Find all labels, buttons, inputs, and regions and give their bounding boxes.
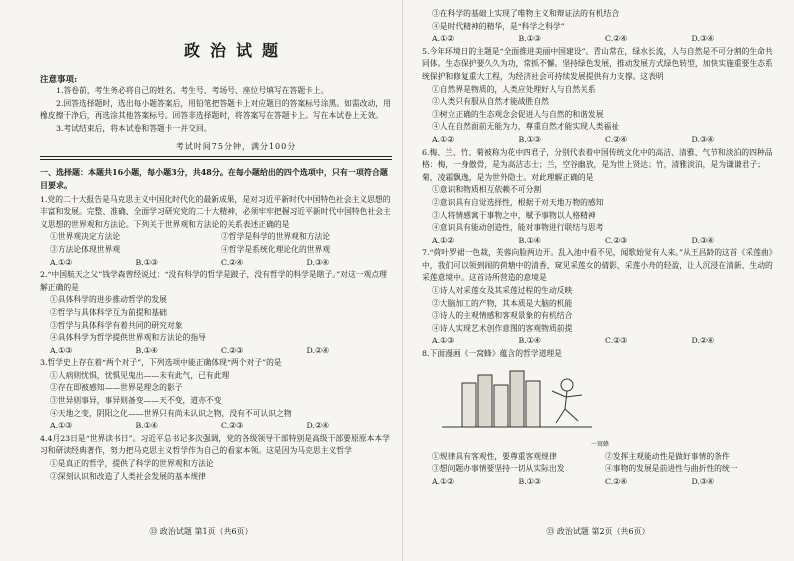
question-stem: 2.“中国航天之父”钱学森曾经说过：“没有科学的哲学是跛子，没有哲学的科学是瞎子。”对这一观点理解正确的是 bbox=[40, 270, 387, 292]
option: ④天地之变，阴阳之化——世界只有尚未认识之物，没有不可认识之物 bbox=[50, 408, 292, 418]
choice: A.①② bbox=[432, 235, 455, 245]
answer-choices bbox=[50, 345, 392, 358]
choice: A.①② bbox=[432, 476, 455, 486]
notice-item: 3.考试结束后，将本试卷和答题卡一并交回。 bbox=[56, 123, 212, 133]
question-stem: 6.梅、兰、竹、菊被称为花中四君子，分别代表着中国传统文化中的高洁、清雅、气节和淡泊的四种品格：梅，一身傲骨，是为高洁志士；兰，空谷幽放，是为世上贤达；竹，清雅淡泊，是为谦谦君子；菊，凌霜飘逸，是为世外隐士。对此理解正确的是 bbox=[422, 147, 773, 182]
question-stem: 4.4月23日是“世界读书日”。习近平总书记多次强调，党的各级领导干部特别是高级干部要原原本本学习和研读经典著作，努力把马克思主义哲学作为自己的看家本领。这是因为马克思主义哲学 bbox=[40, 433, 390, 456]
option: ①意识和物质相互依赖不可分割 bbox=[432, 185, 542, 195]
choice: D.③④ bbox=[691, 235, 714, 245]
notice-heading: 注意事项: bbox=[40, 75, 78, 85]
answer-choices bbox=[432, 235, 778, 248]
choice: C.②④ bbox=[605, 34, 628, 44]
option: ③在科学的基础上实现了唯物主义和辩证法的有机结合 bbox=[432, 9, 620, 18]
section-heading: 一、选择题：本题共16小题，每小题3分，共48分。在每小题给出的四个选项中，只有一项符合题目要求。 bbox=[40, 167, 388, 190]
option: ③诗人的主观情感和客观景象的有机结合 bbox=[432, 311, 573, 321]
footer-badge: ⑬ bbox=[546, 527, 555, 536]
choice: D.②④ bbox=[306, 345, 329, 355]
question-stem: 5.今年环境日的主题是“全面推进美丽中国建设”。青山常在，绿水长流，人与自然是不可分割的生命共同体。生态保护要久久为功，常抓不懈。坚持绿色发展，推动发展方式绿色转型，加快实施重要生态系统保护和修复重大工程，为经济社会可持续发展提供有力支撑。这表明 bbox=[422, 46, 773, 81]
choice: D.③④ bbox=[306, 257, 329, 267]
cartoon-illustration bbox=[422, 365, 612, 433]
option-row bbox=[432, 463, 778, 476]
choice: D.③④ bbox=[691, 134, 714, 144]
page-footer bbox=[402, 526, 794, 537]
option: ①规律具有客观性，要尊重客观规律 bbox=[432, 451, 557, 461]
option: ③树立正确的生态观念会促进人与自然的和谐发展 bbox=[432, 109, 604, 119]
choice: C.②③ bbox=[605, 235, 628, 245]
choice: B.①④ bbox=[518, 336, 541, 346]
divider bbox=[40, 156, 392, 160]
notice-item: 2.回答选择题时，选出每小题答案后，用铅笔把答题卡上对应题目的答案标号涂黑。如需改动，用橡皮擦干净后，再选涂其他答案标号。回答非选择题时，将答案写在答题卡上。写在本试卷上无效。 bbox=[40, 98, 391, 121]
choice: B.①④ bbox=[135, 345, 158, 355]
option: ①人病则忧惧，忧惧见鬼出——未有此气，已有此理 bbox=[50, 370, 230, 380]
choice: A.①② bbox=[50, 257, 73, 267]
exam-time: 考试时间75分钟，满分100分 bbox=[175, 142, 297, 152]
option: ②发挥主观能动性是做好事情的条件 bbox=[605, 451, 730, 461]
notice-item: 1.答卷前，考生务必将自己的姓名、考生号、考场号、座位号填写在答题卡上。 bbox=[56, 86, 329, 95]
option: ②人类只有服从自然才能战胜自然 bbox=[432, 97, 549, 107]
choice: B.①④ bbox=[135, 421, 158, 431]
choice: C.②④ bbox=[605, 134, 628, 144]
option: ②深刻认识和改造了人类社会发展的基本规律 bbox=[50, 471, 206, 481]
choice: B.①③ bbox=[518, 134, 541, 144]
option: ②存在即被感知——世界是理念的影子 bbox=[50, 383, 183, 393]
question-stem: 7.“荷叶罗裙一色裁，芙蓉向脸两边开。乱入池中看不见，闻歌始觉有人来。”从王昌龄的这首《采莲曲》中，我们可以领到闹的荷塘中的清香，窥见采莲女的倩影，采莲小舟的轻盈，让人沉浸在清新、生动的采莲意境中。这首诗所营造的意境是 bbox=[422, 248, 777, 283]
footer-text: 政治试题 第2页（共6页） bbox=[556, 527, 650, 536]
option: ④人在自然面前无能为力，尊重自然才能实现人类福祉 bbox=[432, 122, 620, 132]
choice: A.①② bbox=[432, 134, 455, 144]
answer-choices bbox=[432, 33, 778, 46]
page-2 bbox=[402, 0, 794, 561]
choice: A.①③ bbox=[432, 336, 455, 346]
choice: B.①③ bbox=[518, 34, 541, 44]
footer-badge: ⑬ bbox=[149, 527, 158, 536]
choice: B.①④ bbox=[518, 235, 541, 245]
option: ②意识具有自觉选择性，根据于对天地万物的感知 bbox=[432, 197, 604, 207]
answer-choices bbox=[50, 420, 392, 433]
choice: B.①③ bbox=[518, 476, 541, 486]
page-title: 政治试题 bbox=[183, 41, 288, 60]
option: ④哲学是系统化理论化的世界观 bbox=[221, 244, 331, 254]
option-row bbox=[432, 451, 778, 464]
option-row bbox=[50, 244, 392, 257]
answer-choices bbox=[50, 257, 392, 270]
choice: A.①③ bbox=[50, 345, 73, 355]
choice: D.③④ bbox=[691, 34, 714, 44]
option: ①具体科学的进步推动哲学的发展 bbox=[50, 295, 167, 305]
option: ①自然界是物质的，人类应处理好人与自然关系 bbox=[432, 84, 596, 94]
choice: A.①② bbox=[432, 34, 455, 44]
option: ②大脑加工的产物，其本质是大脑的机能 bbox=[432, 298, 573, 308]
option: ③哲学与具体科学有着共同的研究对象 bbox=[50, 320, 183, 330]
answer-choices bbox=[432, 476, 778, 489]
answer-choices bbox=[432, 134, 778, 147]
choice: C.②③ bbox=[221, 345, 244, 355]
option: ③想问题办事情要坚持一切从实际出发 bbox=[432, 464, 565, 474]
answer-choices bbox=[432, 335, 778, 348]
cartoon-caption: 一窝蜂 bbox=[590, 440, 609, 448]
footer-text: 政治试题 第1页（共6页） bbox=[159, 527, 253, 536]
option-row bbox=[50, 231, 392, 244]
choice: C.②④ bbox=[221, 257, 244, 267]
question-stem: 3.哲学史上存在着“两个对子”，下列选项中能正确体现“两个对子”的是 bbox=[40, 358, 282, 368]
option: ④事物的发展是前进性与曲折性的统一 bbox=[605, 464, 738, 474]
option: ④诗人实现艺术创作意图的客观物质前提 bbox=[432, 323, 573, 333]
choice: C.②③ bbox=[221, 421, 244, 431]
option: ①世界观决定方法论 bbox=[50, 232, 121, 242]
option: ③人将情感寓于事物之中，赋予事物以人格精神 bbox=[432, 210, 596, 220]
option: ①诗人对采莲女及其采莲过程的生动反映 bbox=[432, 286, 573, 296]
choice: C.②③ bbox=[605, 336, 628, 346]
choice: A.①③ bbox=[50, 421, 73, 431]
choice: B.①③ bbox=[135, 257, 158, 267]
choice: D.②④ bbox=[691, 336, 714, 346]
question-stem: 8.下面漫画《一窝蜂》蕴含的哲学道理是 bbox=[422, 349, 562, 359]
option: ④具体科学为哲学提供世界观和方法论的指导 bbox=[50, 333, 206, 343]
option: ②哲学与具体科学互为前提和基础 bbox=[50, 307, 167, 317]
choice: D.②④ bbox=[306, 421, 329, 431]
page-footer bbox=[0, 526, 402, 537]
option: ③世异则事异，事异则备变——天不变，道亦不变 bbox=[50, 396, 222, 406]
option: ②哲学是科学的世界观和方法论 bbox=[221, 232, 331, 242]
option: ③方法论体现世界观 bbox=[50, 244, 121, 254]
option: ①是真正的哲学，提供了科学的世界观和方法论 bbox=[50, 459, 214, 469]
option: ④是时代精神的精华，是“科学之科学” bbox=[432, 21, 565, 31]
choice: D.③④ bbox=[691, 476, 714, 486]
option: ④意识具有能动创造性，能对事物进行联结与思考 bbox=[432, 223, 604, 233]
choice: C.②④ bbox=[605, 476, 628, 486]
question-stem: 1.党的二十大报告是马克思主义中国化时代化的最新成果，是对习近平新时代中国特色社会主义思想的丰富和发展。完整、准确、全面学习研究党的二十大精神，必须牢牢把握习近平新时代中国特色社会主义思想的世界观和方法论。下列关于世界观和方法论的关系表述正确的是 bbox=[40, 194, 391, 229]
